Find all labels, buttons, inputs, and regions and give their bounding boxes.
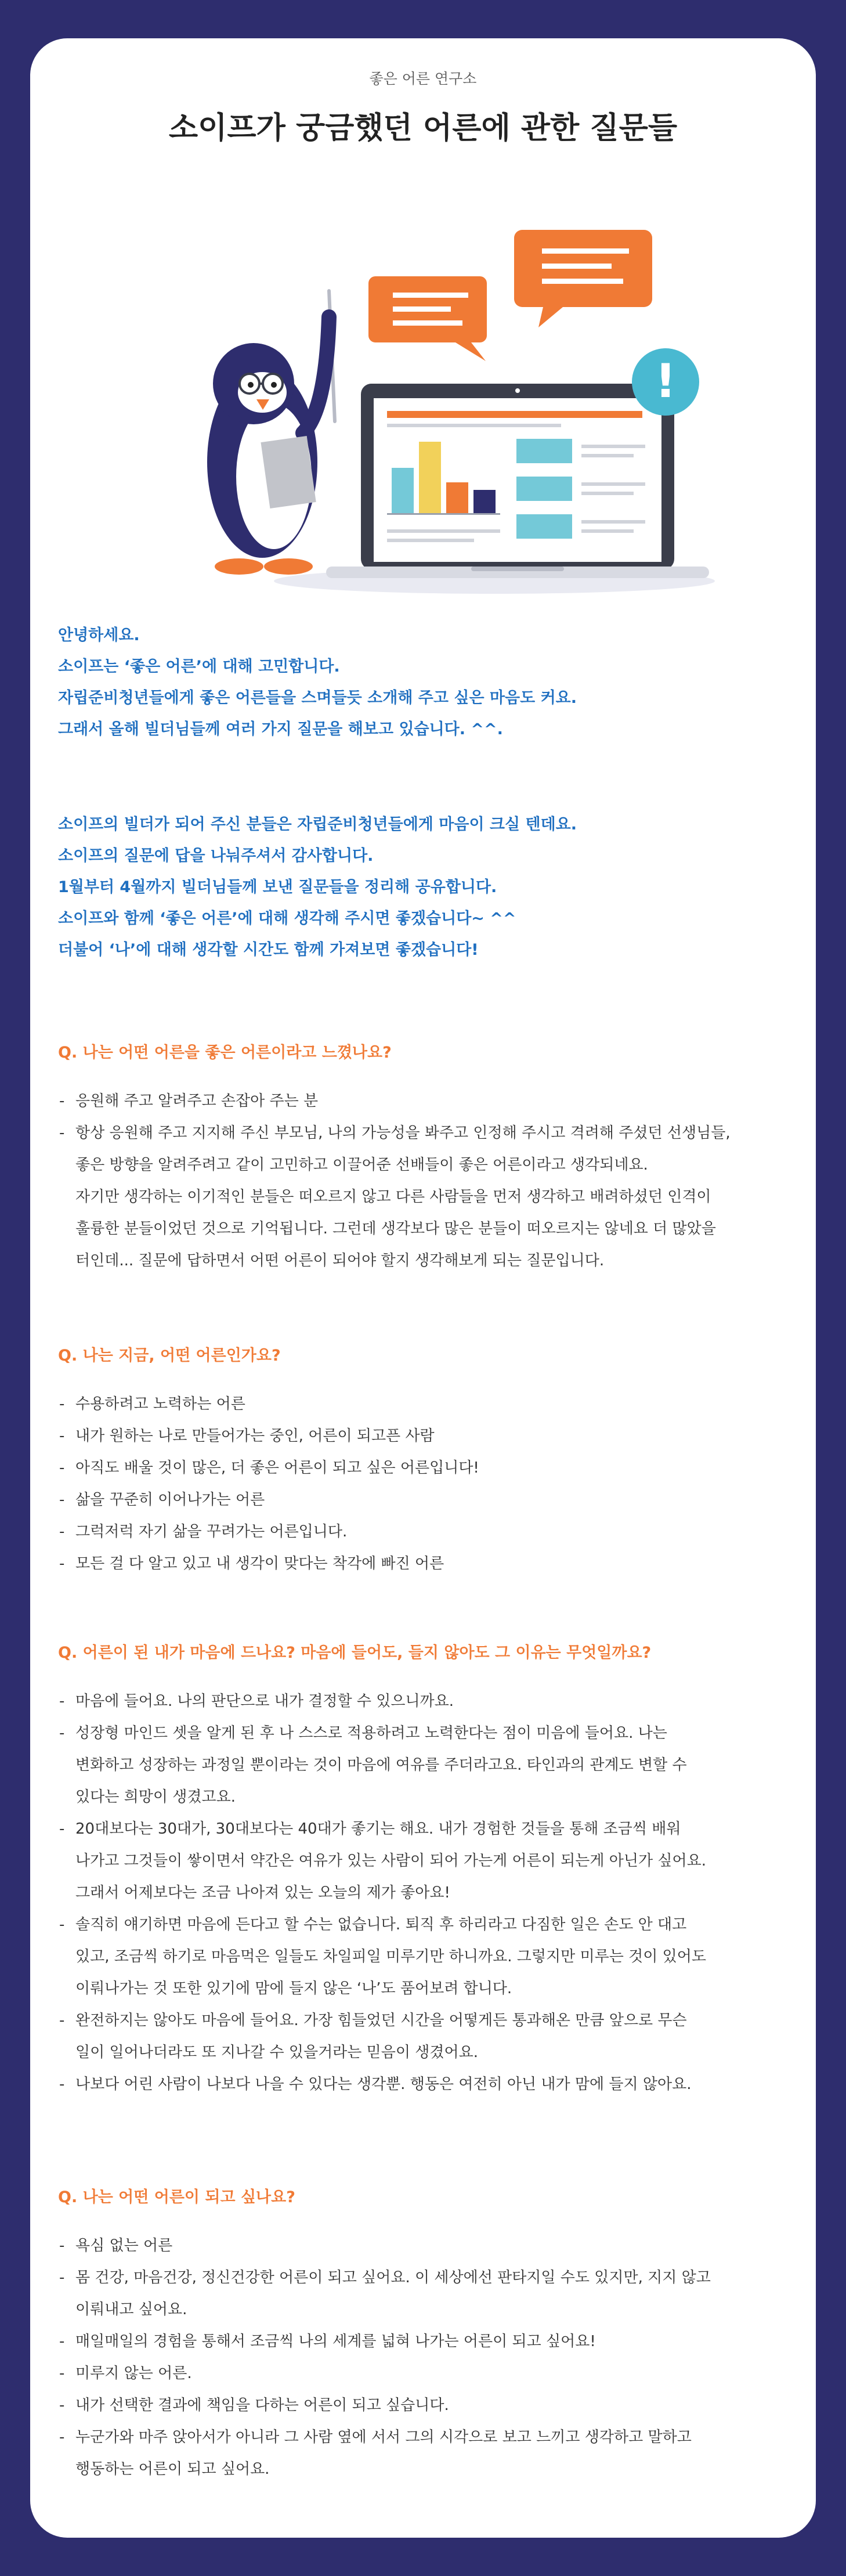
answer-line: - 내가 선택한 결과에 책임을 다하는 어른이 되고 싶습니다. <box>75 2397 449 2414</box>
intro-line: 소이프와 함께 ‘좋은 어른’에 대해 생각해 주시면 좋겠습니다~ ^^ <box>58 910 516 928</box>
answer-item <box>58 2326 790 2358</box>
answer-item <box>58 1117 790 1277</box>
answer-line: 일이 일어나더라도 또 지나갈 수 있을거라는 믿음이 생겼어요. <box>75 2044 479 2061</box>
answer-line: 행동하는 어른이 되고 싶어요. <box>75 2460 270 2478</box>
penguin-icon <box>207 291 335 575</box>
answer-item <box>58 2358 790 2390</box>
speech-bubble-icon <box>514 230 652 327</box>
answer-item <box>58 2069 790 2101</box>
answer-item <box>58 1516 790 1548</box>
answer-item <box>58 1548 790 1580</box>
intro-greeting <box>58 620 789 745</box>
content-card <box>30 38 816 2538</box>
answer-line: - 나보다 어린 사람이 나보다 나을 수 있다는 생각뿐. 행동은 여전히 아닌 내가 맘에 들지 않아요. <box>75 2076 692 2093</box>
speech-bubble-icon <box>368 276 487 361</box>
qa-section-good-adult <box>58 1041 790 1277</box>
answer-item <box>58 1085 790 1117</box>
answer-line: - 응원해 주고 알려주고 손잡아 주는 분 <box>75 1092 319 1110</box>
laptop-icon <box>326 384 709 578</box>
intro-line: 그래서 올해 빌더님들께 여러 가지 질문을 해보고 있습니다. ^^. <box>58 720 503 738</box>
answer-item <box>58 2422 790 2485</box>
answer-line: - 항상 응원해 주고 지지해 주신 부모님, 나의 가능성을 봐주고 인정해 주시고 격려해 주셨던 선생님들, <box>75 1124 731 1142</box>
exclamation-icon <box>632 348 699 416</box>
answer-line: - 매일매일의 경험을 통해서 조금씩 나의 세계를 넓혀 나가는 어른이 되고 싶어요! <box>75 2333 596 2350</box>
answer-line: - 마음에 들어요. 나의 판단으로 내가 결정할 수 있으니까요. <box>75 1693 454 1710</box>
answer-item <box>58 1484 790 1516</box>
answer-item <box>58 2230 790 2262</box>
answer-line: - 몸 건강, 마음건강, 정신건강한 어른이 되고 싶어요. 이 세상에선 판타지일 수도 있지만, 지지 않고 <box>75 2269 711 2286</box>
answer-item <box>58 1420 790 1452</box>
answer-line: 터인데... 질문에 답하면서 어떤 어른이 되어야 할지 생각해보게 되는 질문입니다. <box>75 1252 605 1269</box>
answer-line: - 성장형 마인드 셋을 알게 된 후 나 스스로 적용하려고 노력한다는 점이 미음에 들어요. 나는 <box>75 1724 667 1742</box>
answer-line: - 아직도 배울 것이 많은, 더 좋은 어른이 되고 싶은 어른입니다! <box>75 1459 479 1477</box>
answer-item <box>58 1686 790 1718</box>
answer-line: - 누군가와 마주 앉아서가 아니라 그 사람 옆에 서서 그의 시각으로 보고 느끼고 생각하고 말하고 <box>75 2429 692 2446</box>
hero-illustration <box>169 183 726 619</box>
answer-line: - 수용하려고 노력하는 어른 <box>75 1395 245 1413</box>
answer-line: - 20대보다는 30대가, 30대보다는 40대가 좋기는 해요. 내가 경험한 것들을 통해 조금씩 배워 <box>75 1820 681 1838</box>
answer-item <box>58 1452 790 1484</box>
intro-line: 자립준비청년들에게 좋은 어른들을 스며들듯 소개해 주고 싶은 마음도 커요. <box>58 689 577 707</box>
answer-line: - 솔직히 얘기하면 마음에 든다고 할 수는 없습니다. 퇴직 후 하리라고 다짐한 일은 손도 안 대고 <box>75 1916 687 1933</box>
answer-line: 그래서 어제보다는 조금 나아져 있는 오늘의 제가 좋아요! <box>75 1884 450 1902</box>
answer-line: 있다는 희망이 생겼고요. <box>75 1788 236 1806</box>
answer-line: - 완전하지는 않아도 마음에 들어요. 가장 힘들었던 시간을 어떻게든 통과해온 만큼 앞으로 무슨 <box>75 2012 687 2029</box>
answer-line: 훌륭한 분들이었던 것으로 기억됩니다. 그런데 생각보다 많은 분들이 떠오르지는 않네요 더 많았을 <box>75 1220 716 1238</box>
answer-line: 이뤄내고 싶어요. <box>75 2301 187 2318</box>
answer-item <box>58 2262 790 2326</box>
brand-eyebrow: 좋은 어른 연구소 <box>369 70 477 87</box>
answer-item <box>58 1813 790 1909</box>
intro-line: 1월부터 4월까지 빌더님들께 보낸 질문들을 정리해 공유합니다. <box>58 878 497 896</box>
answer-line: 이뤄나가는 것 또한 있기에 맘에 들지 않은 ‘나’도 품어보려 합니다. <box>75 1980 512 1997</box>
qa-section-self-view <box>58 1641 790 2101</box>
question-heading: Q. 나는 어떤 어른을 좋은 어른이라고 느꼈나요? <box>58 1044 392 1062</box>
intro-line: 안녕하세요. <box>58 626 140 644</box>
intro-line: 소이프의 질문에 답을 나눠주셔서 감사합니다. <box>58 847 374 865</box>
qa-section-current-adult <box>58 1344 790 1580</box>
question-heading: Q. 나는 어떤 어른이 되고 싶나요? <box>58 2188 295 2206</box>
intro-line: 소이프는 ‘좋은 어른’에 대해 고민합니다. <box>58 658 340 676</box>
answer-item <box>58 2390 790 2422</box>
question-heading: Q. 나는 지금, 어떤 어른인가요? <box>58 1347 281 1365</box>
svg-text:!: ! <box>655 354 677 408</box>
qa-section-future-adult <box>58 2186 790 2485</box>
answer-line: 있고, 조금씩 하기로 마음먹은 일들도 차일피일 미루기만 하니까요. 그렇지만 미루는 것이 있어도 <box>75 1948 706 1965</box>
answer-line: - 욕심 없는 어른 <box>75 2237 173 2254</box>
answer-line: 좋은 방향을 알려주려고 같이 고민하고 이끌어준 선배들이 좋은 어른이라고 생각되네요. <box>75 1156 648 1174</box>
answer-line: 자기만 생각하는 이기적인 분들은 떠오르지 않고 다른 사람들을 먼저 생각하고 배려하셨던 인격이 <box>75 1188 711 1206</box>
page-title: 소이프가 궁금했던 어른에 관한 질문들 <box>168 111 678 146</box>
answer-item <box>58 1388 790 1420</box>
answer-line: - 내가 원하는 나로 만들어가는 중인, 어른이 되고픈 사람 <box>75 1427 435 1445</box>
intro-line: 더불어 ‘나’에 대해 생각할 시간도 함께 가져보면 좋겠습니다! <box>58 941 479 959</box>
answer-line: 나가고 그것들이 쌓이면서 약간은 여유가 있는 사람이 되어 가는게 어른이 되는게 아닌가 싶어요. <box>75 1852 706 1870</box>
answer-item <box>58 1718 790 1813</box>
intro-line: 소이프의 빌더가 되어 주신 분들은 자립준비청년들에게 마음이 크실 텐데요. <box>58 816 577 834</box>
answer-line: 변화하고 성장하는 과정일 뿐이라는 것이 마음에 여유를 주더라고요. 타인과의 관계도 변할 수 <box>75 1756 687 1774</box>
answer-line: - 그럭저럭 자기 삶을 꾸려가는 어른입니다. <box>75 1523 348 1540</box>
answer-line: - 모든 걸 다 알고 있고 내 생각이 맞다는 착각에 빠진 어른 <box>75 1555 444 1572</box>
answer-item <box>58 2005 790 2069</box>
answer-item <box>58 1909 790 2005</box>
question-heading: Q. 어른이 된 내가 마음에 드나요? 마음에 들어도, 들지 않아도 그 이유는 무엇일까요? <box>58 1644 652 1662</box>
answer-line: - 삶을 꾸준히 이어나가는 어른 <box>75 1491 265 1509</box>
intro-thanks <box>58 809 789 966</box>
answer-line: - 미루지 않는 어른. <box>75 2365 192 2382</box>
